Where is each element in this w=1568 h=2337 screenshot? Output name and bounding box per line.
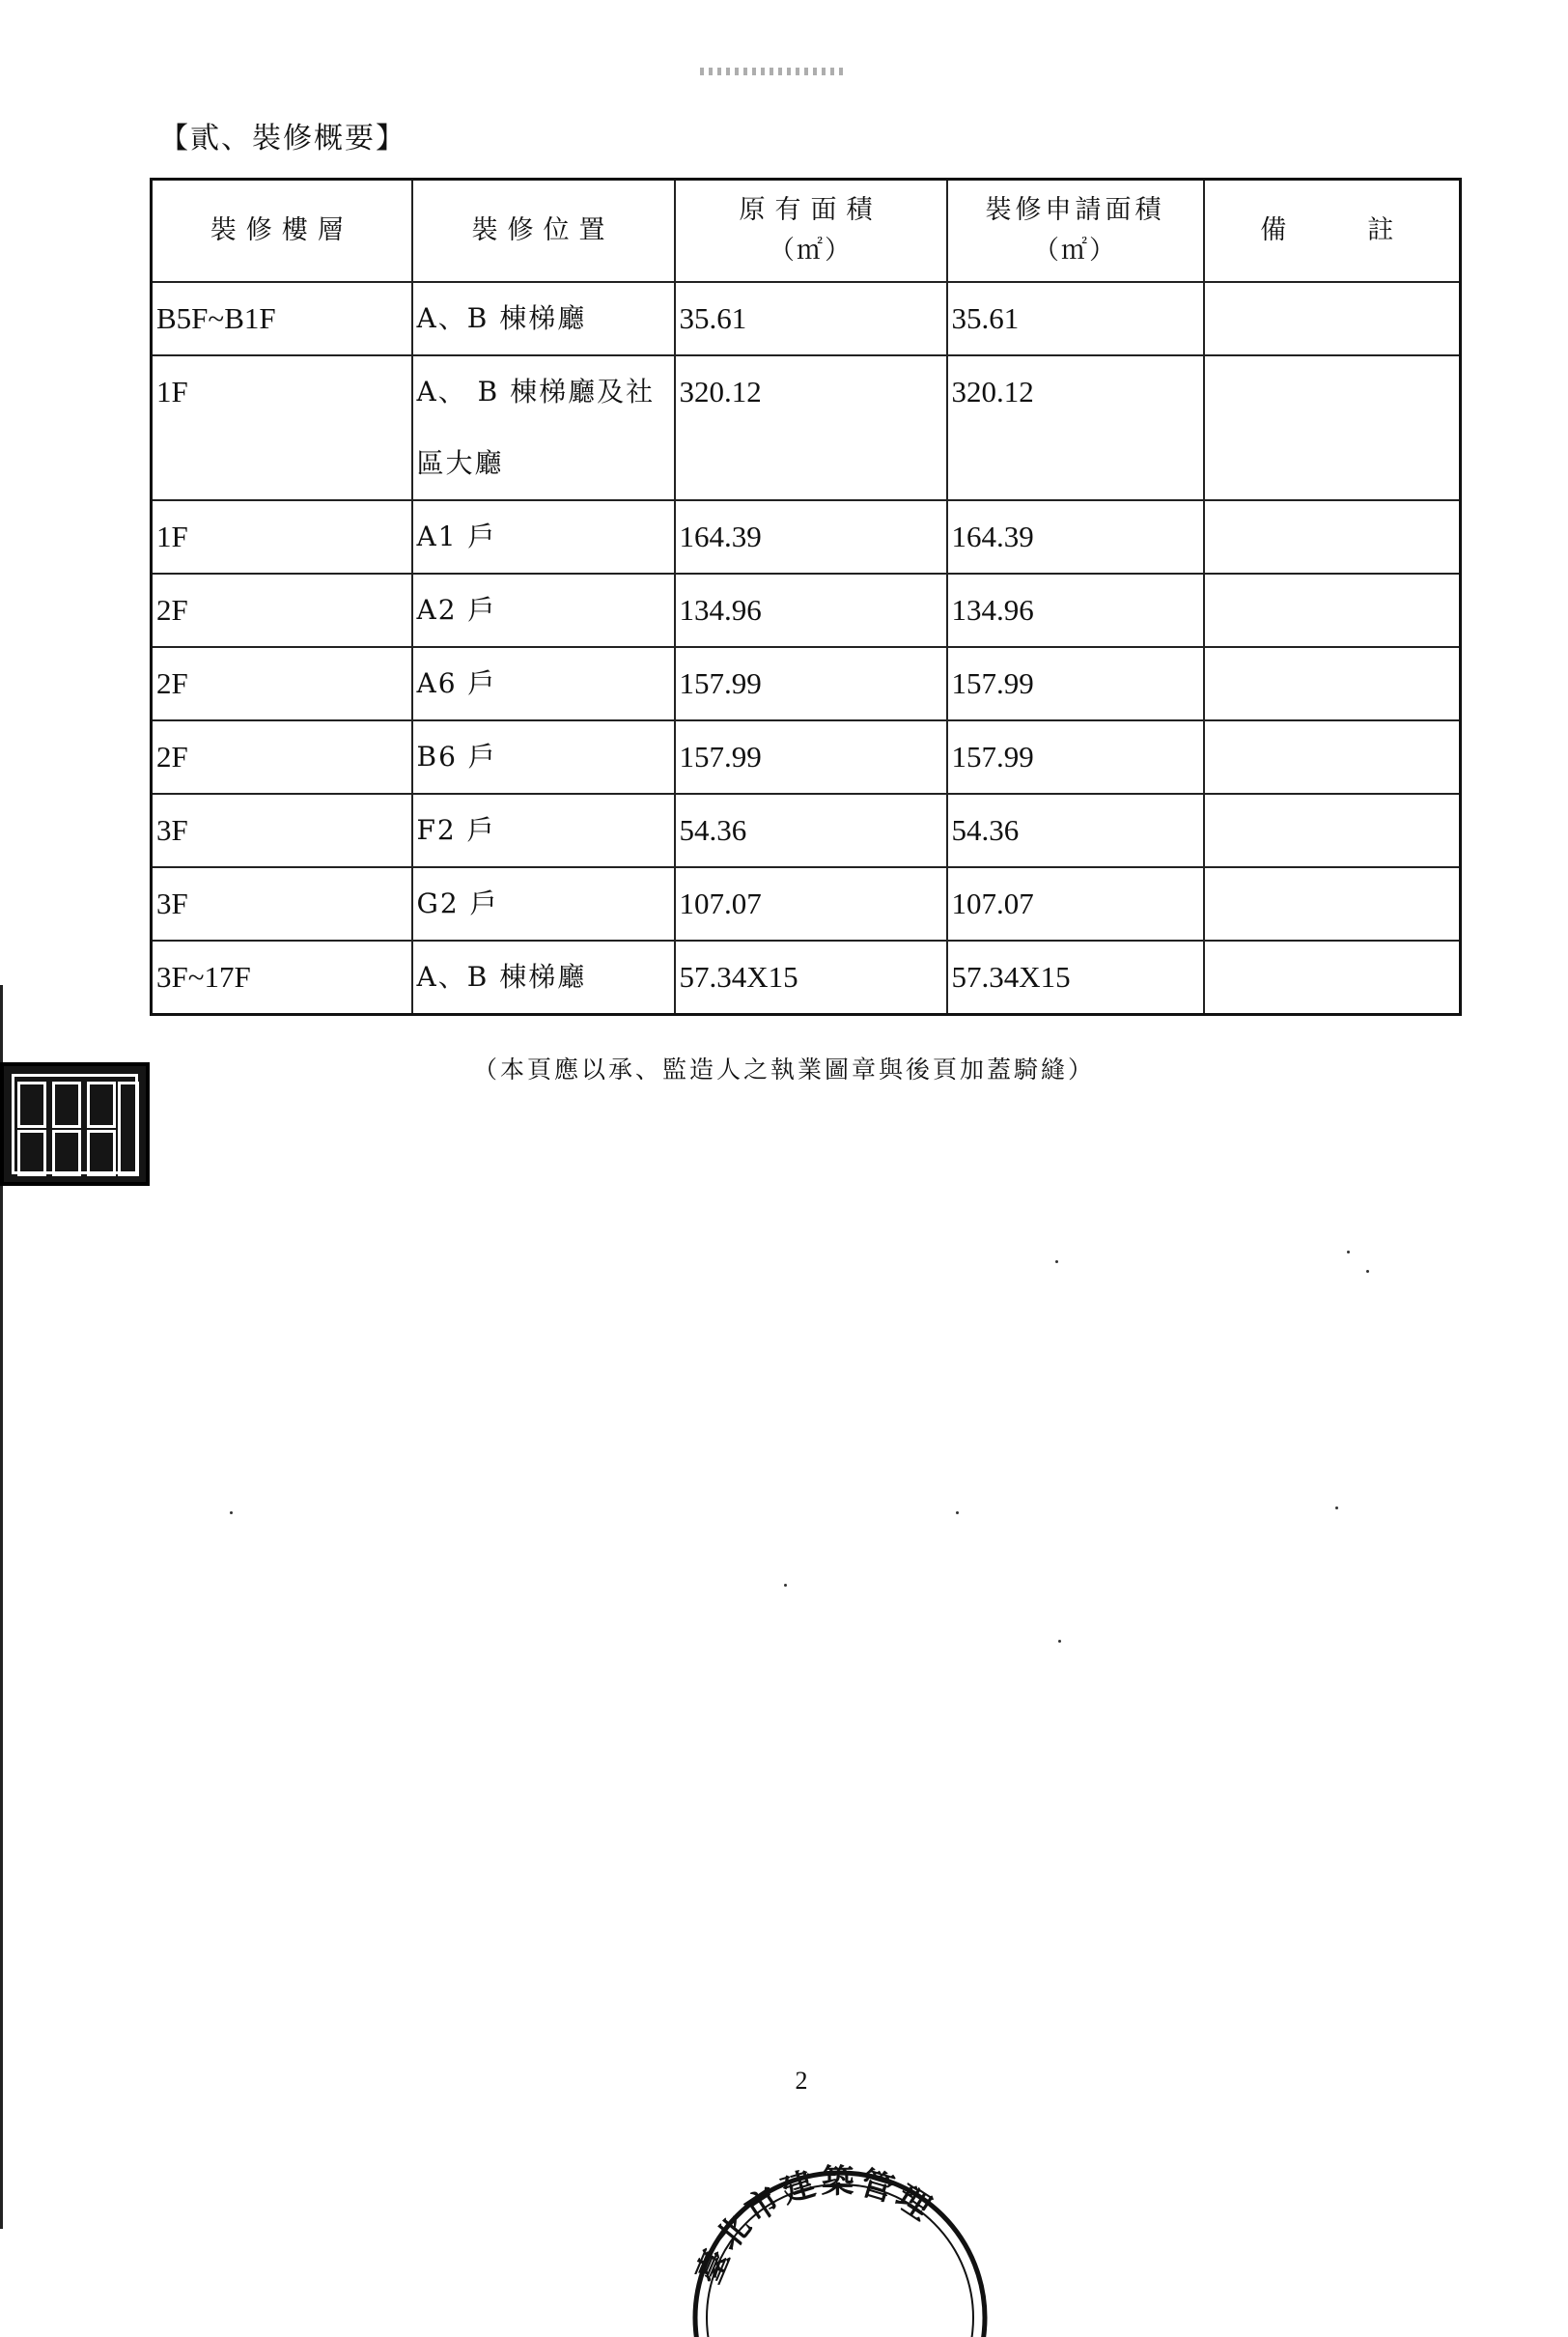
table-row — [152, 500, 1461, 574]
header-floor: 裝修樓層 — [152, 180, 412, 283]
cell-floor: B5F~B1F — [152, 282, 412, 355]
cell-location: A2 戶 — [412, 574, 675, 647]
cell-location: A1 戶 — [412, 500, 675, 574]
seal-glyph — [17, 1130, 46, 1176]
cell-requested-area: 57.34X15 — [947, 941, 1204, 1015]
renovation-summary-table — [150, 178, 1462, 1016]
cell-remark — [1204, 794, 1461, 867]
header-location: 裝修位置 — [412, 180, 675, 283]
cell-floor: 3F~17F — [152, 941, 412, 1015]
cell-requested-area: 54.36 — [947, 794, 1204, 867]
cell-requested-area: 157.99 — [947, 720, 1204, 794]
cell-original-area: 35.61 — [675, 282, 947, 355]
cell-original-area: 134.96 — [675, 574, 947, 647]
stitch-seal-note: （本頁應以承、監造人之執業圖章與後頁加蓋騎縫） — [472, 1056, 1095, 1084]
cell-floor: 1F — [152, 500, 412, 574]
cell-original-area: 320.12 — [675, 355, 947, 500]
cell-original-area: 157.99 — [675, 720, 947, 794]
cell-location: B6 戶 — [412, 720, 675, 794]
cell-requested-area: 157.99 — [947, 647, 1204, 720]
cell-remark — [1204, 647, 1461, 720]
cell-original-area: 157.99 — [675, 647, 947, 720]
cell-remark — [1204, 720, 1461, 794]
table-body — [152, 282, 1461, 1015]
cell-original-area: 57.34X15 — [675, 941, 947, 1015]
table-row — [152, 574, 1461, 647]
table-row — [152, 282, 1461, 355]
cell-floor: 3F — [152, 794, 412, 867]
scan-speck — [1335, 1506, 1338, 1509]
seal-glyph — [118, 1082, 139, 1176]
table-row — [152, 941, 1461, 1015]
scan-speck — [1347, 1251, 1350, 1253]
seal-glyph — [52, 1082, 81, 1128]
scan-speck — [1366, 1270, 1369, 1273]
cell-location: A、B 棟梯廳 — [412, 282, 675, 355]
cell-requested-area: 107.07 — [947, 867, 1204, 941]
official-seal-stamp — [676, 2125, 1004, 2337]
cell-original-area: 107.07 — [675, 867, 947, 941]
header-original-area-unit: （㎡） — [769, 236, 853, 266]
cell-original-area: 164.39 — [675, 500, 947, 574]
cell-floor: 2F — [152, 720, 412, 794]
cell-location: G2 戶 — [412, 867, 675, 941]
scan-speck — [1055, 1260, 1058, 1263]
stitch-seal-stamp — [0, 1062, 150, 1186]
table-row — [152, 647, 1461, 720]
header-requested-area-unit: （㎡） — [1033, 236, 1117, 266]
header-original-area — [675, 180, 947, 283]
cell-remark — [1204, 500, 1461, 574]
section-title: 【貳、裝修概要】 — [159, 122, 406, 155]
cell-location: F2 戶 — [412, 794, 675, 867]
scan-speck — [1058, 1640, 1061, 1643]
cell-location: A6 戶 — [412, 647, 675, 720]
table-row — [152, 355, 1461, 500]
seal-glyph — [87, 1082, 116, 1128]
cell-floor: 2F — [152, 574, 412, 647]
cell-requested-area: 134.96 — [947, 574, 1204, 647]
cell-location: A、B 棟梯廳 — [412, 941, 675, 1015]
cell-remark — [1204, 867, 1461, 941]
seal-glyph — [87, 1130, 116, 1176]
header-remark: 備 註 — [1204, 180, 1461, 283]
cell-original-area: 54.36 — [675, 794, 947, 867]
cell-remark — [1204, 282, 1461, 355]
cell-floor: 1F — [152, 355, 412, 500]
table-row — [152, 867, 1461, 941]
table-row — [152, 720, 1461, 794]
cell-requested-area: 320.12 — [947, 355, 1204, 500]
svg-text:臺北市建築管理 — [689, 2162, 940, 2290]
header-requested-area-label: 裝修申請面積 — [985, 195, 1165, 225]
cell-floor: 2F — [152, 647, 412, 720]
scan-smudge — [700, 68, 845, 75]
cell-remark — [1204, 355, 1461, 500]
scan-speck — [956, 1511, 959, 1514]
cell-remark — [1204, 574, 1461, 647]
seal-glyph — [52, 1130, 81, 1176]
scan-speck — [784, 1584, 787, 1587]
cell-location: A、 B 棟梯廳及社區大廳 — [412, 355, 675, 500]
scan-speck — [230, 1511, 233, 1514]
page-number: 2 — [795, 2067, 808, 2095]
header-requested-area — [947, 180, 1204, 283]
seal-arc-text: 臺北市建築管理 — [689, 2161, 941, 2290]
header-original-area-label: 原有面積 — [739, 195, 882, 225]
cell-requested-area: 164.39 — [947, 500, 1204, 574]
cell-remark — [1204, 941, 1461, 1015]
cell-requested-area: 35.61 — [947, 282, 1204, 355]
seal-glyph — [17, 1082, 46, 1128]
cell-floor: 3F — [152, 867, 412, 941]
table-row — [152, 794, 1461, 867]
table-header-row — [152, 180, 1461, 283]
